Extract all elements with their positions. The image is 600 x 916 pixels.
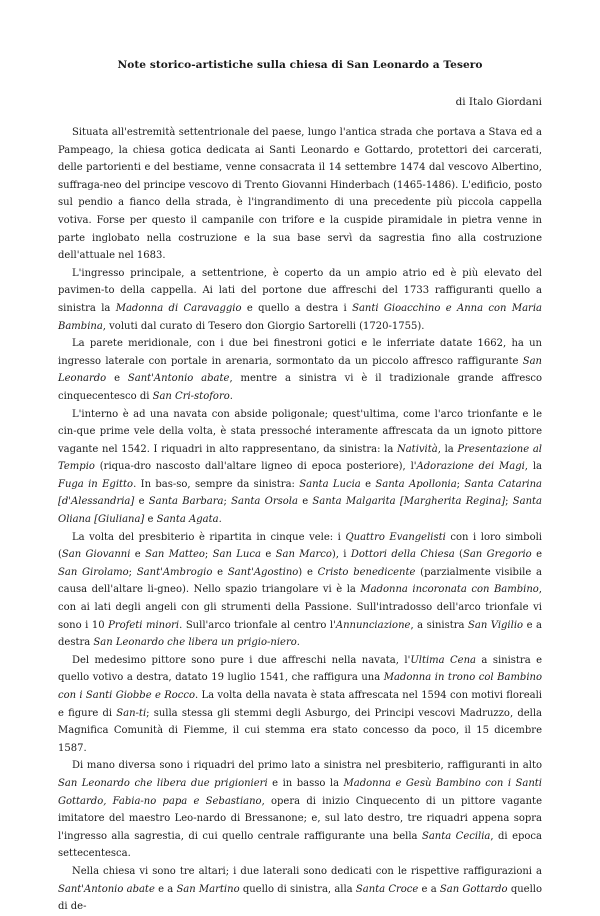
paragraph: Situata all'estremità settentrionale del paese, lungo l'antica strada che portava a Stava ed a Pampeago, la chiesa gotica dedicata ai Santi Leonardo e Gottardo, protettori dei carcerati, delle partorienti e del bestiame, venne consacrata il 14 settembre 1474 dal vescovo Albertino, suffraga-neo del principe vescovo di Trento Giovanni Hinderbach (1465-1486). L'edificio, posto sul pendio a fianco della strada, è l'ingrandimento di una precedente più piccola cappella votiva. Forse per questo il campanile con trifore e la cuspide piramidale in pietra venne in parte inglobato nella costruzione e la sua base servì da sagrestia fino alla costruzione dell'attuale nel 1683. [58, 127, 542, 262]
paragraph: La volta del presbiterio è ripartita in cinque vele: i Quattro Evangelisti con i loro simboli (San Giovanni e San Matteo; San Luca e San Marco), i Dottori della Chiesa (San Gregorio e San Girolamo; Sant'Ambrogio e Sant'Agostino) e Cristo benedicente (parzialmente visibile a causa dell'altare li-gneo). Nello spazio triangolare vi è la Madonna incoronata con Bambino, con ai lati degli angeli con gli strumenti della Passione. Sull'intradosso dell'arco trionfale vi sono i 10 Profeti minori. Sull'arco trionfale al centro l'Annunciazione, a sinistra San Vigilio e a destra San Leonardo che libera un prigio-niero. [58, 531, 543, 649]
document-author: di Italo Giordani [455, 96, 542, 108]
paragraph: La parete meridionale, con i due bei finestroni gotici e le inferriate datate 1662, ha un ingresso laterale con portale in arenaria, sormontato da un piccolo affresco raffigurante San Leonardo e Sant'Antonio abate, mentre a sinistra vi è il tradizionale grande affresco cinquecentesco di San Cri-stoforo. [58, 338, 543, 402]
paragraph: L'ingresso principale, a settentrione, è coperto da un ampio atrio ed è più elevato del pavimen-to della cappella. Ai lati del portone due affreschi del 1733 raffiguranti quello a sinistra la Madonna di Caravaggio e quello a destra i Santi Gioacchino e Anna con Maria Bambina, voluti dal curato di Tesero don Giorgio Sartorelli (1720-1755). [58, 267, 542, 332]
paragraph: Del medesimo pittore sono pure i due affreschi nella navata, l'Ultima Cena a sinistra e quello votivo a destra, datato 19 luglio 1541, che raffigura una Madonna in trono col Bambino con i Santi Giobbe e Rocco. La volta della navata è stata affrescata nel 1594 con motivi floreali e figure di San-ti; sulla stessa gli stemmi degli Asburgo, dei Principi vescovi Madruzzo, della Magnifica Comunità di Fiemme, il cui stemma era stato concesso da poco, il 15 dicembre 1587. [58, 654, 543, 754]
paragraph: L'interno è ad una navata con abside poligonale; quest'ultima, come l'arco trionfante e le cin-que prime vele della volta, è stata pressoché interamente affrescata da un ignoto pittore vagante nel 1542. I riquadri in alto rappresentano, da sinistra: la Natività, la Presentazione al Tempio (riqua-dro nascosto dall'altare ligneo di epoca posteriore), l'Adorazione dei Magi, la Fuga in Egitto. In bas-so, sempre da sinistra: Santa Lucia e Santa Apollonia; Santa Catarina [d'Alessandria] e Santa Barbara; Santa Orsola e Santa Malgarita [Margherita Regina]; Santa Oliana [Giuliana] e Santa Agata. [58, 408, 542, 526]
paragraph: Nella chiesa vi sono tre altari; i due laterali sono dedicati con le rispettive raffigurazioni a Sant'Antonio abate e a San Martino quello di sinistra, alla Santa Croce e a San Gottardo quello di de- [58, 865, 542, 913]
paragraph: Di mano diversa sono i riquadri del primo lato a sinistra nel presbiterio, raffiguranti in alto San Leonardo che libera due prigionieri e in basso la Madonna e Gesù Bambino con i Santi Gottardo, Fabia-no papa e Sebastiano, opera di inizio Cinquecento di un pittore vagante imitatore del maestro Leo-nardo di Bressanone; e, sul lato destro, tre riquadri appena sopra l'ingresso alla sagrestia, di cui quello centrale raffigurante una bella Santa Cecilia, di epoca settecentesca. [58, 760, 542, 860]
document-title: Note storico-artistiche sulla chiesa di San Leonardo a Tesero [117, 59, 483, 71]
document-body [58, 124, 542, 916]
